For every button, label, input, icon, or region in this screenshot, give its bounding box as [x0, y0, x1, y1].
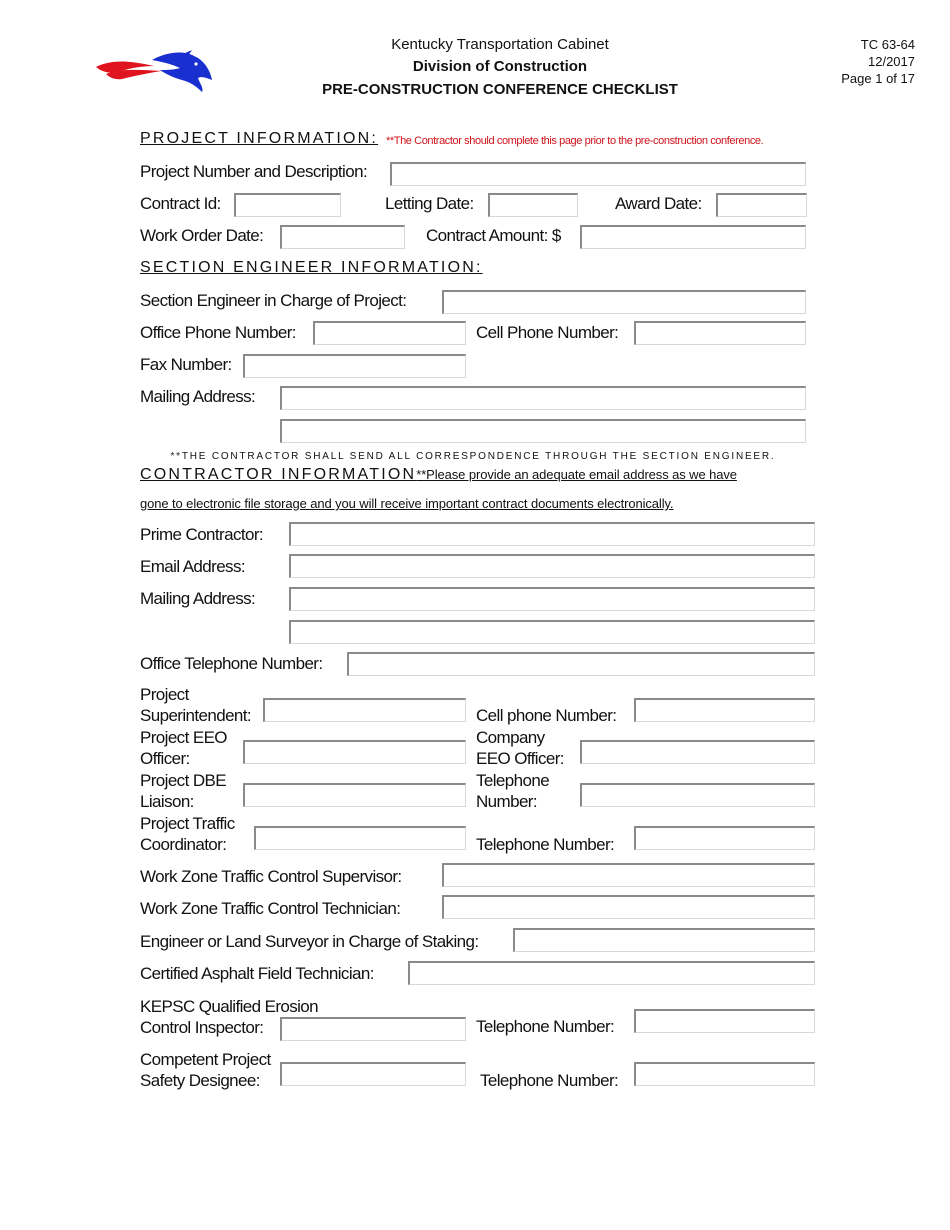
company-eeo-field[interactable]: [580, 740, 815, 764]
contractor-info-heading: CONTRACTOR INFORMATION: [140, 466, 417, 483]
dbe-liaison-label: Project DBE Liaison:: [140, 771, 226, 811]
office-telephone-label: Office Telephone Number:: [140, 654, 323, 673]
page-number: Page 1 of 17: [841, 71, 915, 86]
traffic-telephone-label: Telephone Number:: [476, 835, 615, 854]
prime-contractor-field[interactable]: [289, 522, 815, 546]
project-info-heading: PROJECT INFORMATION:: [140, 130, 379, 147]
contractor-info-note-1: **Please provide an adequate email address as we have: [416, 467, 737, 482]
horse-logo-icon: [92, 48, 217, 96]
wz-supervisor-label: Work Zone Traffic Control Supervisor:: [140, 867, 402, 886]
office-phone-label: Office Phone Number:: [140, 323, 296, 342]
form-date: 12/2017: [868, 54, 915, 69]
office-phone-field[interactable]: [313, 321, 466, 345]
safety-designee-label: Competent Project Safety Designee:: [140, 1050, 271, 1090]
superintendent-field[interactable]: [263, 698, 466, 722]
kepsc-telephone-label: Telephone Number:: [476, 1017, 615, 1036]
kepsc-inspector-label: KEPSC Qualified Erosion Control Inspector:: [140, 997, 319, 1037]
contract-amount-label: Contract Amount: $: [426, 226, 561, 245]
project-number-field[interactable]: [390, 162, 806, 186]
award-date-field[interactable]: [716, 193, 807, 217]
fax-number-field[interactable]: [243, 354, 466, 378]
contractor-mailing-label: Mailing Address:: [140, 589, 256, 608]
cell-phone-field[interactable]: [634, 321, 806, 345]
project-eeo-label: Project EEO Officer:: [140, 728, 227, 768]
project-eeo-field[interactable]: [243, 740, 466, 764]
section-engineer-field[interactable]: [442, 290, 806, 314]
kepsc-inspector-field[interactable]: [280, 1017, 466, 1041]
project-number-label: Project Number and Description:: [140, 162, 368, 181]
dbe-telephone-label: Telephone Number:: [476, 771, 550, 811]
email-address-field[interactable]: [289, 554, 815, 578]
agency-name: Kentucky Transportation Cabinet: [391, 36, 609, 53]
contract-amount-field[interactable]: [580, 225, 806, 249]
contractor-mailing-field-1[interactable]: [289, 587, 815, 611]
superintendent-label: Project Superintendent:: [140, 685, 252, 725]
contractor-mailing-field-2[interactable]: [289, 620, 815, 644]
staking-field[interactable]: [513, 928, 815, 952]
form-number: TC 63-64: [860, 37, 915, 52]
work-order-date-field[interactable]: [280, 225, 405, 249]
letting-date-field[interactable]: [488, 193, 578, 217]
engineer-mailing-field-2[interactable]: [280, 419, 806, 443]
dbe-telephone-field[interactable]: [580, 783, 815, 807]
office-telephone-field[interactable]: [347, 652, 815, 676]
project-info-note: **The Contractor should complete this page prior to the pre-construction conference.: [386, 135, 764, 147]
form-info: [841, 36, 915, 87]
safety-telephone-label: Telephone Number:: [480, 1071, 619, 1090]
engineer-mailing-field-1[interactable]: [280, 386, 806, 410]
wz-technician-label: Work Zone Traffic Control Technician:: [140, 899, 401, 918]
company-eeo-label: Company EEO Officer:: [476, 728, 564, 768]
section-engineer-label: Section Engineer in Charge of Project:: [140, 291, 407, 310]
dbe-liaison-field[interactable]: [243, 783, 466, 807]
wz-supervisor-field[interactable]: [442, 863, 815, 887]
email-address-label: Email Address:: [140, 557, 245, 576]
superintendent-cell-field[interactable]: [634, 698, 815, 722]
contractor-info-note-2: gone to electronic file storage and you will receive important contract documents electronically.: [140, 496, 674, 511]
contract-id-field[interactable]: [234, 193, 341, 217]
kytc-logo: [92, 48, 217, 96]
superintendent-cell-label: Cell phone Number:: [476, 706, 617, 725]
wz-technician-field[interactable]: [442, 895, 815, 919]
letting-date-label: Letting Date:: [385, 194, 474, 213]
traffic-telephone-field[interactable]: [634, 826, 815, 850]
asphalt-technician-field[interactable]: [408, 961, 815, 985]
contract-id-label: Contract Id:: [140, 194, 221, 213]
document-title: PRE-CONSTRUCTION CONFERENCE CHECKLIST: [322, 81, 678, 98]
cell-phone-label: Cell Phone Number:: [476, 323, 619, 342]
section-engineer-heading: SECTION ENGINEER INFORMATION:: [140, 259, 483, 276]
safety-designee-field[interactable]: [280, 1062, 466, 1086]
contractor-info-header: [140, 466, 737, 484]
engineer-mailing-label: Mailing Address:: [140, 387, 256, 406]
traffic-coordinator-label: Project Traffic Coordinator:: [140, 814, 235, 854]
work-order-date-label: Work Order Date:: [140, 226, 264, 245]
safety-telephone-field[interactable]: [634, 1062, 815, 1086]
award-date-label: Award Date:: [615, 194, 702, 213]
correspondence-notice: **THE CONTRACTOR SHALL SEND ALL CORRESPONDENCE THROUGH THE SECTION ENGINEER.: [170, 451, 776, 462]
fax-number-label: Fax Number:: [140, 355, 232, 374]
prime-contractor-label: Prime Contractor:: [140, 525, 264, 544]
division-name: Division of Construction: [412, 58, 588, 75]
traffic-coordinator-field[interactable]: [254, 826, 466, 850]
kepsc-telephone-field[interactable]: [634, 1009, 815, 1033]
staking-label: Engineer or Land Surveyor in Charge of Staking:: [140, 932, 479, 951]
asphalt-technician-label: Certified Asphalt Field Technician:: [140, 964, 374, 983]
